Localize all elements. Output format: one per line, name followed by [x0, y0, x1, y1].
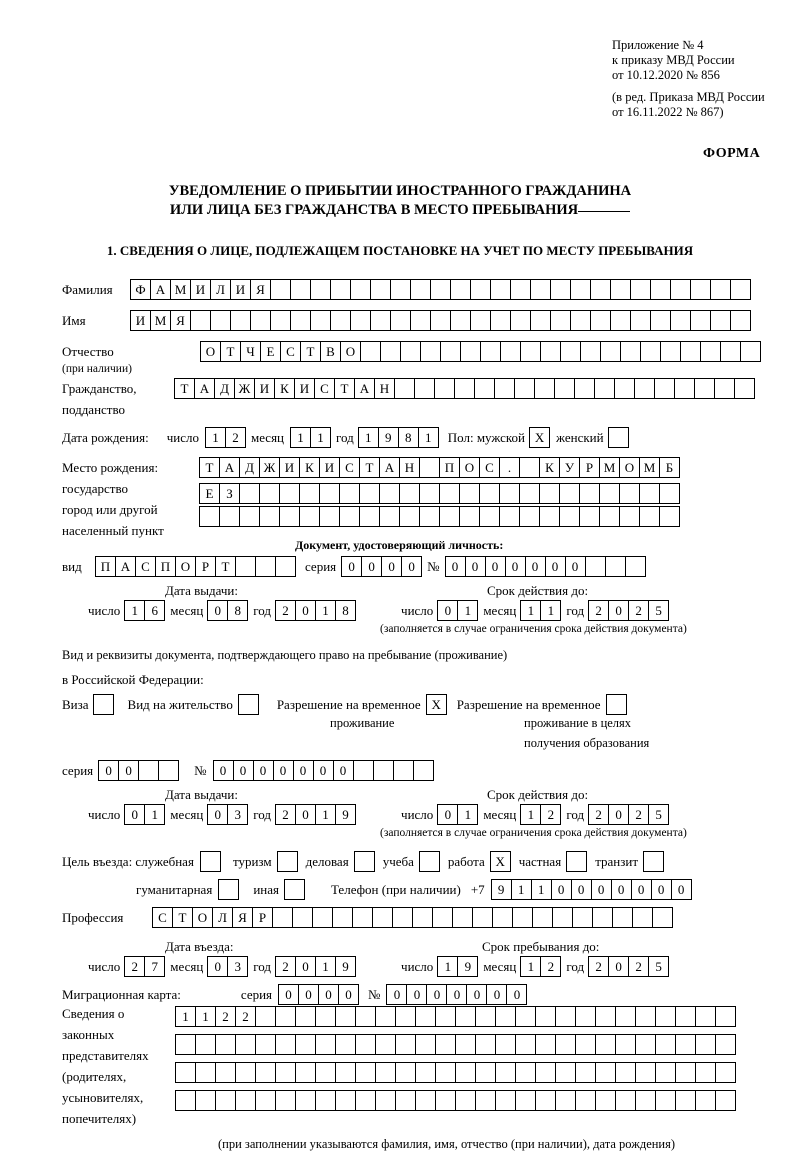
edu-residence-label: Разрешение на временное [456, 696, 601, 712]
section-1-title: 1. СВЕДЕНИЯ О ЛИЦЕ, ПОДЛЕЖАЩЕМ ПОСТАНОВКЕ НА УЧЕТ ПО МЕСТУ ПРЕБЫВАНИЯ [106, 243, 694, 258]
title-line-2: ИЛИ ЛИЦА БЕЗ ГРАЖДАНСТВА В МЕСТО ПРЕБЫВАНИЯ [169, 202, 579, 218]
birth-month-label: месяц [250, 429, 285, 445]
doc-valid-year-cells[interactable]: 2 0 2 5 [588, 600, 668, 621]
stay-issue-month-label: месяц [170, 806, 204, 822]
stay-valid-year-cells[interactable]: 2 0 2 5 [588, 804, 668, 825]
identity-doc-title: Документ, удостоверяющий личность: [295, 538, 504, 552]
residence-permit-label: Вид на жительство [127, 696, 233, 712]
purpose-row-2 [136, 879, 691, 900]
title-line-1: УВЕДОМЛЕНИЕ О ПРИБЫТИИ ИНОСТРАННОГО ГРАЖДАНИНА [168, 183, 632, 199]
doc-issue-month-cells[interactable]: 0 8 [207, 600, 247, 621]
birth-month-cells[interactable]: 1 1 [290, 427, 330, 448]
edu-residence-checkbox[interactable] [606, 694, 627, 715]
entry-date-label: Дата въезда: [165, 939, 234, 954]
doc-limit-note: (заполняется в случае ограничения срока действия документа) [380, 623, 687, 635]
birth-place-settlement-label: населенный пункт [62, 523, 164, 538]
purpose-tourism-label: туризм [232, 853, 272, 869]
surname-cells[interactable]: Ф А М И Л И Я [130, 279, 750, 300]
phone-prefix: +7 [470, 881, 485, 897]
profession-cells[interactable]: С Т О Л Я Р [152, 907, 672, 928]
visa-label: Виза [62, 696, 89, 712]
temp-residence-label-2: проживание [330, 716, 395, 730]
legal-rep-cells-2[interactable] [175, 1034, 735, 1055]
stay-valid-month-cells[interactable]: 1 2 [520, 804, 560, 825]
surname-row [62, 279, 750, 300]
patronymic-row [62, 341, 760, 362]
legal-rep-label-5: усыновителях, [62, 1090, 144, 1105]
legal-rep-cells-1[interactable]: 1 1 2 2 [175, 1006, 735, 1027]
phone-cells[interactable]: 9 1 1 0 0 0 0 0 0 0 [491, 879, 691, 900]
birth-day-label: число [166, 429, 199, 445]
birth-place-row [62, 457, 679, 478]
legal-rep-cells-4[interactable] [175, 1090, 735, 1111]
migration-number-label: № [368, 986, 381, 1002]
sex-female-label: женский [556, 429, 604, 445]
birth-place-cells-line2[interactable]: Е З [199, 483, 679, 504]
birth-place-cells-line1[interactable]: Т А Д Ж И К И С Т А Н П О С . К У Р М О М Б [199, 457, 679, 478]
header-line-5: от 16.11.2022 № 867) [612, 105, 724, 119]
purpose-row [62, 851, 664, 872]
entry-month-label: месяц [170, 958, 204, 974]
residence-permit-checkbox[interactable] [238, 694, 259, 715]
stay-valid-month-label: месяц [483, 806, 517, 822]
purpose-transit-checkbox[interactable] [643, 851, 664, 872]
entry-day-cells[interactable]: 2 7 [124, 956, 164, 977]
legal-rep-label-3: представителях [62, 1048, 149, 1063]
migration-card-label: Миграционная карта: [62, 986, 181, 1002]
identity-doc-row [62, 556, 645, 577]
temp-residence-checkbox[interactable]: X [426, 694, 447, 715]
purpose-private-checkbox[interactable] [566, 851, 587, 872]
edu-residence-label-2: проживание в целях [524, 716, 632, 730]
stay-until-year-label: год [566, 958, 585, 974]
stay-doc-number-row [62, 760, 433, 781]
birth-place-city-label: город или другой [62, 502, 158, 517]
migration-series-cells[interactable]: 0 0 0 0 [278, 984, 358, 1005]
stay-until-label: Срок пребывания до: [482, 939, 600, 954]
doc-valid-until-label: Срок действия до: [487, 583, 589, 598]
stay-valid-until-label: Срок действия до: [487, 787, 589, 802]
doc-type-cells[interactable]: П А С П О Р Т [95, 556, 295, 577]
name-label: Имя [62, 312, 86, 328]
entry-dates-row [88, 956, 668, 977]
birth-year-label: год [336, 429, 354, 445]
legal-rep-cells-3[interactable] [175, 1062, 735, 1083]
entry-year-cells[interactable]: 2 0 1 9 [275, 956, 355, 977]
doc-issue-year-cells[interactable]: 2 0 1 8 [275, 600, 355, 621]
entry-day-label: число [88, 958, 121, 974]
birth-date-label: Дата рождения: [62, 429, 149, 445]
stay-limit-note: (заполняется в случае ограничения срока действия документа) [380, 827, 687, 839]
stay-series-cells[interactable]: 0 0 [98, 760, 178, 781]
purpose-work-label: работа [447, 853, 485, 869]
stay-until-day-cells[interactable]: 1 9 [437, 956, 477, 977]
citizenship-sublabel: подданство [62, 402, 126, 417]
sex-male-label: Пол: мужской [447, 429, 526, 445]
entry-year-label: год [253, 958, 272, 974]
migration-card-row [62, 984, 526, 1005]
legal-rep-cells-row-4 [175, 1090, 735, 1111]
legal-rep-label-6: попечителях) [62, 1111, 137, 1126]
purpose-study-label: учеба [382, 853, 414, 869]
stay-doc-line-1: Вид и реквизиты документа, подтверждающего право на пребывание (проживание) [62, 648, 508, 662]
form-word: ФОРМА [703, 146, 761, 161]
header-line-3: от 10.12.2020 № 856 [612, 68, 720, 82]
title-blank-line [578, 211, 630, 212]
stay-issue-day-cells[interactable]: 0 1 [124, 804, 164, 825]
legal-rep-cells-row-1 [175, 1006, 735, 1027]
stay-number-label: № [194, 762, 207, 778]
citizenship-label: Гражданство, [62, 380, 137, 396]
stay-until-month-cells[interactable]: 1 2 [520, 956, 560, 977]
migration-series-label: серия [240, 986, 273, 1002]
phone-label: Телефон (при наличии) [330, 881, 461, 897]
sex-female-checkbox[interactable] [608, 427, 629, 448]
legal-rep-label-2: законных [62, 1027, 115, 1042]
visa-checkbox[interactable] [93, 694, 114, 715]
stay-until-day-label: число [401, 958, 434, 974]
purpose-work-checkbox[interactable]: X [490, 851, 511, 872]
stay-valid-day-cells[interactable]: 0 1 [437, 804, 477, 825]
header-line-2: к приказу МВД России [612, 53, 735, 67]
stay-valid-day-label: число [401, 806, 434, 822]
edu-residence-label-3: получения образования [524, 736, 650, 750]
stay-doc-type-row [62, 694, 627, 715]
doc-valid-day-label: число [401, 602, 434, 618]
doc-number-cells[interactable]: 0 0 0 0 0 0 0 [445, 556, 645, 577]
purpose-other-label: иная [253, 881, 279, 897]
migration-number-cells[interactable]: 0 0 0 0 0 0 0 [386, 984, 526, 1005]
stay-issue-year-label: год [253, 806, 272, 822]
birth-place-row-2 [199, 483, 679, 504]
page-title [0, 182, 800, 220]
doc-number-label: № [427, 558, 440, 574]
profession-row [62, 907, 672, 928]
birth-place-cells-line3[interactable] [199, 506, 679, 527]
stay-issue-date-label: Дата выдачи: [165, 787, 239, 802]
header-line-4: (в ред. Приказа МВД России [612, 90, 765, 104]
stay-until-year-cells[interactable]: 2 0 2 5 [588, 956, 668, 977]
citizenship-cells[interactable]: Т А Д Ж И К И С Т А Н [174, 378, 754, 399]
legal-rep-cells-row-3 [175, 1062, 735, 1083]
patronymic-cells[interactable]: О Т Ч Е С Т В О [200, 341, 760, 362]
purpose-humanitarian-label: гуманитарная [136, 881, 213, 897]
legal-rep-label-4: (родителях, [62, 1069, 127, 1084]
doc-issue-day-cells[interactable]: 1 6 [124, 600, 164, 621]
purpose-private-label: частная [518, 853, 562, 869]
birth-day-cells[interactable]: 1 2 [205, 427, 245, 448]
purpose-humanitarian-checkbox[interactable] [218, 879, 239, 900]
doc-issue-month-label: месяц [170, 602, 204, 618]
document-header [612, 38, 800, 120]
legal-rep-footer-note: (при заполнении указываются фамилия, имя, отчество (при наличии), дата рождения) [218, 1137, 676, 1151]
name-row [62, 310, 750, 331]
purpose-service-checkbox[interactable] [200, 851, 221, 872]
birth-place-label: Место рождения: [62, 459, 159, 475]
profession-label: Профессия [62, 909, 124, 925]
stay-number-cells[interactable]: 0 0 0 0 0 0 0 [213, 760, 433, 781]
doc-dates-row [88, 600, 668, 621]
entry-month-cells[interactable]: 0 3 [207, 956, 247, 977]
purpose-business-label: деловая [305, 853, 349, 869]
doc-issue-day-label: число [88, 602, 121, 618]
doc-series-label: серия [305, 558, 337, 574]
stay-doc-line-2: в Российской Федерации: [62, 672, 204, 687]
stay-until-month-label: месяц [483, 958, 517, 974]
stay-dates-row [88, 804, 668, 825]
doc-issue-year-label: год [253, 602, 272, 618]
patronymic-label: Отчество [62, 343, 114, 359]
sex-male-checkbox[interactable]: X [529, 427, 550, 448]
stay-valid-year-label: год [566, 806, 585, 822]
purpose-transit-label: транзит [595, 853, 639, 869]
doc-type-label: вид [62, 558, 82, 574]
purpose-study-checkbox[interactable] [419, 851, 440, 872]
stay-issue-year-cells[interactable]: 2 0 1 9 [275, 804, 355, 825]
surname-label: Фамилия [62, 281, 113, 297]
patronymic-sublabel: (при наличии) [62, 363, 132, 375]
stay-issue-month-cells[interactable]: 0 3 [207, 804, 247, 825]
temp-residence-label: Разрешение на временное [276, 696, 421, 712]
birth-year-cells[interactable]: 1 9 8 1 [358, 427, 438, 448]
header-line-1: Приложение № 4 [612, 38, 704, 52]
doc-issue-date-label: Дата выдачи: [165, 583, 239, 598]
doc-valid-day-cells[interactable]: 0 1 [437, 600, 477, 621]
birth-place-row-3 [199, 506, 679, 527]
purpose-business-checkbox[interactable] [354, 851, 375, 872]
birth-place-state-label: государство [62, 481, 128, 496]
purpose-other-checkbox[interactable] [284, 879, 305, 900]
doc-valid-year-label: год [566, 602, 585, 618]
legal-rep-cells-row-2 [175, 1034, 735, 1055]
doc-valid-month-cells[interactable]: 1 1 [520, 600, 560, 621]
legal-rep-label-1: Сведения о [62, 1006, 125, 1021]
name-cells[interactable]: И М Я [130, 310, 750, 331]
purpose-label: Цель въезда: служебная [62, 853, 194, 869]
birth-date-row [62, 427, 629, 448]
doc-series-cells[interactable]: 0 0 0 0 [341, 556, 421, 577]
doc-valid-month-label: месяц [483, 602, 517, 618]
citizenship-row [62, 378, 754, 399]
stay-issue-day-label: число [88, 806, 121, 822]
stay-series-label: серия [62, 762, 94, 778]
purpose-tourism-checkbox[interactable] [277, 851, 298, 872]
